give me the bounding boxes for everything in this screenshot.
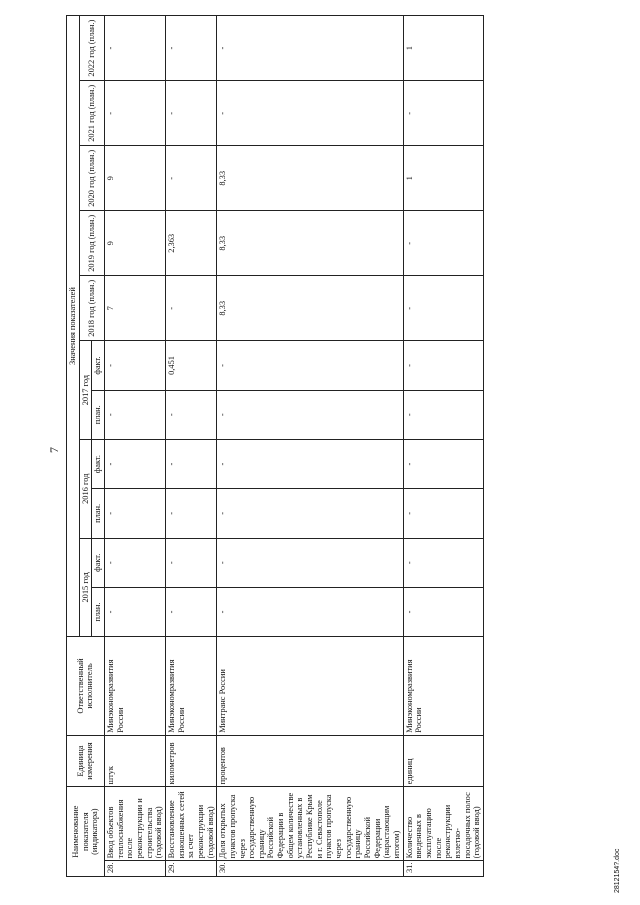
- row-number: 29.: [165, 861, 216, 877]
- value-2017-plan: -: [104, 390, 165, 439]
- header-name: Наименование показателя (индикатора): [67, 787, 105, 877]
- value-2017-fact: -: [217, 341, 403, 390]
- value-2015-fact: -: [104, 538, 165, 587]
- value-2021: -: [217, 81, 403, 146]
- table-body: [104, 16, 483, 877]
- executor-cell: Минэкономразвития России: [104, 637, 165, 736]
- value-2018: 7: [104, 276, 165, 341]
- value-2015-fact: -: [403, 538, 483, 587]
- value-2020: 9: [104, 146, 165, 211]
- table-row: [217, 16, 403, 877]
- value-2022: -: [217, 16, 403, 81]
- header-2016-fact: факт.: [92, 439, 105, 488]
- value-2021: -: [165, 81, 216, 146]
- executor-cell: Минэкономразвития России: [403, 637, 483, 736]
- value-2019: 8,33: [217, 211, 403, 276]
- header-2021: 2021 год (план.): [79, 81, 104, 146]
- indicator-name: Доля открытых пунктов пропуска через государственную границу Российской Федерации в общем количестве установленных в Республике Крым и г. Севастополе пунктов пропуска через государственную границу Российской Федерации (нарастающим итогом): [217, 787, 403, 861]
- unit-cell: процентов: [217, 735, 403, 787]
- row-number: 28.: [104, 861, 165, 877]
- footer-filename: 2812154?.doc: [614, 848, 621, 893]
- unit-cell: штук: [104, 735, 165, 787]
- indicator-name: Ввод объектов теплоснабжения после реконструкции и строительства (годовой ввод): [104, 787, 165, 861]
- value-2016-plan: -: [165, 489, 216, 538]
- value-2017-fact: -: [104, 341, 165, 390]
- unit-cell: километров: [165, 735, 216, 787]
- value-2021: -: [104, 81, 165, 146]
- value-2016-fact: -: [217, 439, 403, 488]
- header-executor: Ответственный исполнитель: [67, 637, 105, 736]
- row-number: 30.: [217, 861, 403, 877]
- header-2017-fact: факт.: [92, 341, 105, 390]
- executor-cell: Минтранс России: [217, 637, 403, 736]
- value-2017-plan: -: [165, 390, 216, 439]
- value-2020: 1: [403, 146, 483, 211]
- value-2018: -: [165, 276, 216, 341]
- value-2018: -: [403, 276, 483, 341]
- header-values-group: Значения показателей: [67, 16, 80, 637]
- page-number: 7: [47, 447, 61, 453]
- table-header: [67, 16, 105, 877]
- value-2020: -: [165, 146, 216, 211]
- table-row: [165, 16, 216, 877]
- header-2017: 2017 год: [79, 341, 92, 440]
- indicator-name: Восстановление изношенных сетей за счет реконструкции (годовой ввод): [165, 787, 216, 861]
- value-2015-plan: -: [403, 587, 483, 636]
- table-row: [403, 16, 483, 877]
- value-2022: -: [165, 16, 216, 81]
- header-2018: 2018 год (план.): [79, 276, 104, 341]
- indicators-table: [66, 15, 484, 877]
- value-2015-plan: -: [217, 587, 403, 636]
- header-2019: 2019 год (план.): [79, 211, 104, 276]
- value-2015-plan: -: [104, 587, 165, 636]
- row-number: 31.: [403, 861, 483, 877]
- header-2016-plan: план.: [92, 489, 105, 538]
- header-2015-plan: план.: [92, 587, 105, 636]
- indicator-name: Количество введенных в эксплуатацию после реконструкции взлетно-посадочных полос (годовой ввод): [403, 787, 483, 861]
- value-2017-fact: -: [403, 341, 483, 390]
- value-2020: 8,33: [217, 146, 403, 211]
- header-2015: 2015 год: [79, 538, 92, 637]
- value-2016-fact: -: [403, 439, 483, 488]
- header-2015-fact: факт.: [92, 538, 105, 587]
- value-2016-plan: -: [403, 489, 483, 538]
- value-2015-fact: -: [217, 538, 403, 587]
- header-2022: 2022 год (план.): [79, 16, 104, 81]
- value-2019: 9: [104, 211, 165, 276]
- value-2019: 2,363: [165, 211, 216, 276]
- unit-cell: единиц: [403, 735, 483, 787]
- value-2021: -: [403, 81, 483, 146]
- value-2015-plan: -: [165, 587, 216, 636]
- value-2022: -: [104, 16, 165, 81]
- value-2016-fact: -: [165, 439, 216, 488]
- header-unit: Единица измерения: [67, 735, 105, 787]
- value-2017-plan: -: [217, 390, 403, 439]
- header-2017-plan: план.: [92, 390, 105, 439]
- header-2016: 2016 год: [79, 439, 92, 538]
- value-2022: 1: [403, 16, 483, 81]
- value-2017-fact: 0,451: [165, 341, 216, 390]
- value-2016-fact: -: [104, 439, 165, 488]
- value-2018: 8,33: [217, 276, 403, 341]
- value-2016-plan: -: [104, 489, 165, 538]
- value-2017-plan: -: [403, 390, 483, 439]
- table-row: [104, 16, 165, 877]
- value-2016-plan: -: [217, 489, 403, 538]
- header-2020: 2020 год (план.): [79, 146, 104, 211]
- value-2015-fact: -: [165, 538, 216, 587]
- value-2019: -: [403, 211, 483, 276]
- executor-cell: Минэкономразвития России: [165, 637, 216, 736]
